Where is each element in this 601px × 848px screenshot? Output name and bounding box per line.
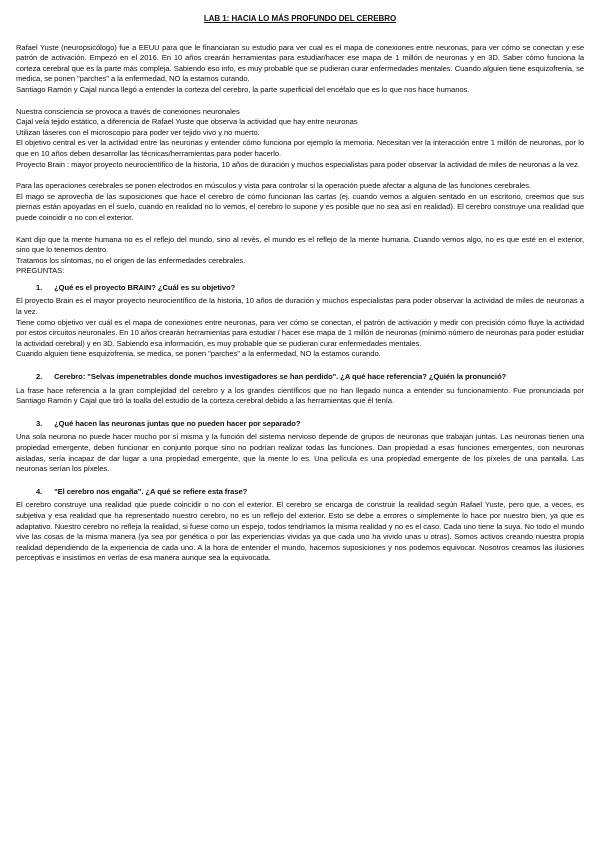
question-text: ¿Qué hacen las neuronas juntas que no pueden hacer por separado? [54, 418, 301, 428]
question-text: Cerebro: "Selvas impenetrables donde muchos investigadores se han perdido". ¿A qué hace referencia? ¿Quién la pronunció? [54, 372, 507, 382]
question-1 [16, 283, 584, 360]
question-2 [16, 372, 584, 407]
document-page [16, 14, 584, 576]
spacer [16, 224, 584, 235]
intro-paragraph-2: Santiago Ramón y Cajal nunca llegó a entender la corteza del cerebro, la parte superficial del encéfalo que es lo que nos hace humanos. [16, 84, 470, 94]
answer-paragraph: La frase hace referencia a la gran complejidad del cerebro y a los grandes científicos que no han llegado nunca a entender su funcionamiento. Fue pronunciada por Santiago Ramón y Cajal que tiró la toalla del estudio de la corteza cerebral debido a las herramientas que él tenía. [16, 385, 584, 406]
symptoms-line: Tratamos los síntomas, no el origen de las enfermedades cerebrales. [16, 255, 246, 265]
answer-paragraph: El proyecto Brain es el mayor proyecto neurocientífico de la historia, 10 años de duración y muchos especialistas para poder observar la actividad de miles de neuronas a la vez. [16, 296, 584, 317]
question-number: 1. [36, 282, 43, 292]
question-heading [36, 419, 584, 430]
notes-line-2: Cajal veía tejido estático, a diferencia de Rafael Yuste que observa la actividad que hay entre neuronas [16, 117, 358, 127]
question-heading [36, 487, 584, 498]
question-number: 3. [36, 418, 43, 428]
operations-paragraph: Para las operaciones cerebrales se ponen electrodos en músculos y vista para controlar si la operación puede afectar a alguna de las funciones cerebrales. [16, 181, 532, 191]
notes-line-5: Proyecto Brain : mayor proyecto neurocientífico de la historia, 10 años de duración y muchos especialistas para poder observar la actividad de miles de neuronas a la vez. [16, 159, 580, 169]
spacer [16, 96, 584, 107]
question-number: 2. [36, 372, 43, 382]
question-text: ¿Qué es el proyecto BRAIN? ¿Cuál es su objetivo? [54, 282, 236, 292]
intro-paragraph-1: Rafael Yuste (neuropsicólogo) fue a EEUU para que le financiaran su estudio para ver cual es el mapa de conexiones entre neuronas, para ver cómo se conectan y ese patrón de activación. Empezó en el 2016. En 10 años crearán herramientas para estudiar/hacer ese mapa de 1 millón de neuronas y en 3D. Saber cómo funciona la corteza cerebral que es la parte más compleja. Sabiendo eso info, es muy probable que se pudieran curar enfermedades mentales. Cuando alguien tiene esquizofrenia, se medica, se ponen "parches" a la enfermedad, NO la estamos curando. [16, 42, 584, 84]
question-number: 4. [36, 486, 43, 496]
answer-paragraph: Tiene como objetivo ver cuál es el mapa de conexiones entre neuronas, para ver cómo se conectan, el patrón de activación y medir con precisión cómo fluye la actividad por estos circuitos neuronales. En 10 años crearán herramientas para estudiar / hacer ese mapa de 1 millón de neuronas (mínimo número de neuronas para poder estudiar la actividad cerebral) y en 3D. Sabiendo esa información, es muy probable que se pudieran curar enfermedades mentales. [16, 317, 584, 348]
magician-paragraph: El mago se aprovecha de las suposiciones que hace el cerebro de cómo funcionan las cartas (ej. cuando vemos a alguien sentado en un escritorio, creemos que sus piernas están apoyadas en el suelo, cuando en realidad no lo vemos, el cerebro lo supone y es posible que no sea así en realidad). El cerebro construye una realidad que puede coincidir o no con el exterior. [16, 191, 584, 222]
notes-line-1: Nuestra consciencia se provoca a través de conexiones neuronales [16, 106, 240, 116]
spacer [16, 170, 584, 181]
question-heading [36, 283, 584, 294]
kant-paragraph: Kant dijo que la mente humana no es el reflejo del mundo, sino al revés, el mundo es el reflejo de la mente humana. Cuando vemos algo, no es que esté en el exterior, sino que lo tenemos dentro. [16, 234, 584, 255]
questions-label: PREGUNTAS: [16, 266, 65, 276]
question-3 [16, 419, 584, 475]
answer-paragraph: Una sola neurona no puede hacer mucho por sí misma y la función del sistema nervioso depende de grupos de neuronas que trabajan juntas. Las neuronas tienen una propiedad emergente, deben funcionar en conjunto porque sino no podrían realizar todas las funciones. Dan propiedad a esas funciones emergentes, con neuronas aisladas, sería incapaz de dar lugar a una propiedad emergente, que la mente lo es. Una película es una propiedad emergente de los píxeles de una pantalla. Las neuronas serían los píxeles. [16, 432, 584, 474]
notes-line-3: Utilizan láseres con el microscopio para poder ver tejido vivo y no muerto. [16, 127, 260, 137]
question-text: "El cerebro nos engaña". ¿A qué se refiere esta frase? [54, 486, 248, 496]
notes-line-4: El objetivo central es ver la actividad entre las neuronas y entender cómo funciona por ejemplo la memoria. Necesitan ver la interacción entre 1 millón de neuronas, por lo que en 10 años deben desarrollar las técnicas/herramientas para poder hacerlo. [16, 138, 584, 158]
answer-paragraph: Cuando alguien tiene esquizofrenia, se medica, se ponen "parches" a la enfermedad, NO la estamos curando. [16, 349, 381, 359]
question-4 [16, 487, 584, 564]
document-title: LAB 1: HACIA LO MÁS PROFUNDO DEL CEREBRO [203, 14, 397, 23]
question-heading [36, 372, 584, 383]
answer-paragraph: El cerebro construye una realidad que puede coincidir o no con el exterior. El cerebro se encarga de construir la realidad según Rafael Yuste, pero que, a veces, es subjetiva y esa realidad que ha representado nuestro cerebro, no es un reflejo del exterior. Esto se debe a errores o simplemente lo hace por nuestro bien, ya que es adaptativo. Nuestro cerebro no refleja la realidad, si fuese como un espejo, todos tendríamos la misma realidad y no es el caso. Cada uno tiene la suya. No todo el mundo vive las cosas de la misma manera (ya sea por genética o por las experiencias vividas ya que cada uno ha vivido unas u otras). Somos activos creando nuestra propia realidad dependiendo de la experiencia de cada uno. A la hora de entender el mundo, hacemos suposiciones y nos podemos equivocar. Nosotros creamos las ilusiones perceptivas e insistimos en verlas de esa manera aunque sea la equivocada. [16, 500, 584, 563]
